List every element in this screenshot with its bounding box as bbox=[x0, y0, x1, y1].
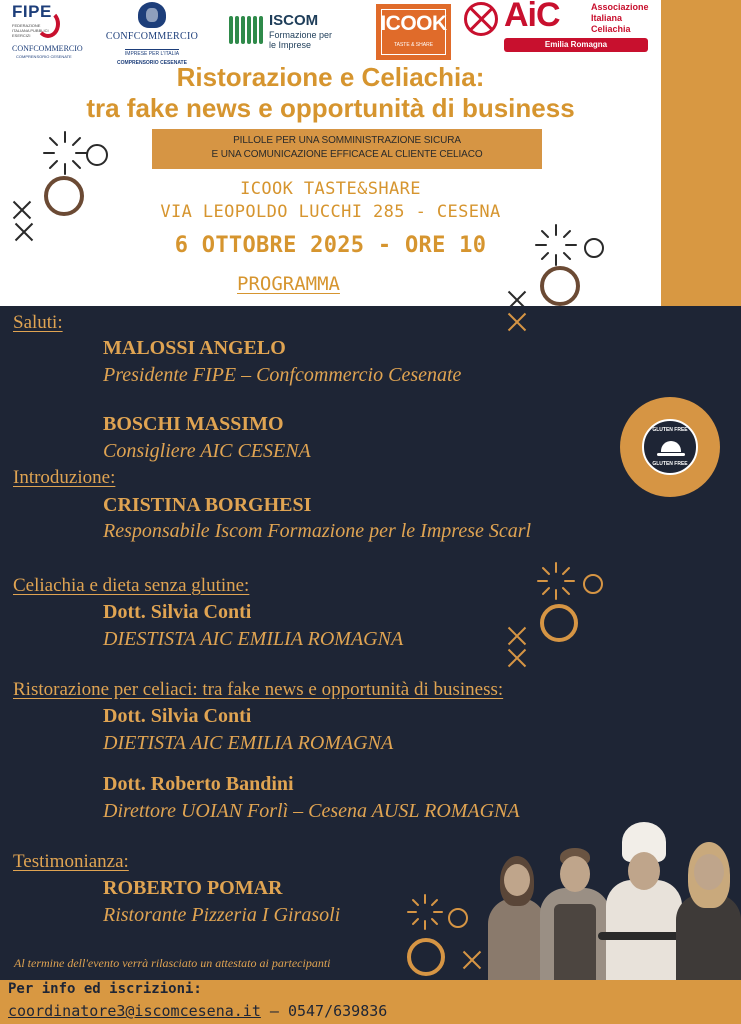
person-chef bbox=[606, 822, 682, 984]
venue-address: VIA LEOPOLDO LUCCHI 285 - CESENA bbox=[160, 202, 501, 222]
section-introduzione: Introduzione: bbox=[13, 467, 116, 488]
x-mark-icon bbox=[12, 200, 32, 220]
confcommercio-area: COMPRENSORIO CESENATE bbox=[117, 60, 187, 66]
speaker-name: BOSCHI MASSIMO bbox=[103, 413, 284, 435]
firework-burst-icon bbox=[535, 560, 577, 602]
speaker-role: DIESTISTA AIC EMILIA ROMAGNA bbox=[103, 628, 404, 650]
small-ring-icon bbox=[583, 574, 603, 594]
aic-crossed-wheat-icon bbox=[464, 2, 498, 36]
icook-subtitle: TASTE & SHARE bbox=[393, 42, 434, 48]
contact-email-link[interactable]: coordinatore3@iscomcesena.it bbox=[8, 1002, 261, 1020]
programma-heading: PROGRAMMA bbox=[237, 273, 340, 295]
x-mark-icon bbox=[507, 312, 527, 332]
fipe-logo-subtitle: FEDERAZIONE ITALIANA PUBBLICI ESERCIZI bbox=[12, 23, 49, 38]
iscom-logo bbox=[229, 12, 339, 54]
speaker-name: CRISTINA BORGHESI bbox=[103, 494, 312, 516]
badge-text-top: GLUTEN FREE bbox=[652, 427, 688, 433]
aic-full-name: Associazione Italiana Celiachia bbox=[591, 2, 649, 34]
small-ring-icon bbox=[584, 238, 604, 258]
icook-logo bbox=[376, 4, 451, 60]
cloche-icon bbox=[661, 441, 681, 452]
fipe-logo bbox=[12, 2, 82, 62]
event-title-line1: Ristorazione e Celiachia: bbox=[176, 62, 485, 92]
fipe-arc-icon bbox=[36, 10, 60, 38]
subtitle-line1: PILLOLE PER UNA SOMMINISTRAZIONE SICURA bbox=[233, 135, 461, 146]
speaker-name: Dott. Silvia Conti bbox=[103, 601, 252, 623]
restaurant-staff-photo bbox=[480, 822, 741, 984]
firework-burst-icon bbox=[40, 128, 90, 178]
iscom-bars-icon bbox=[229, 16, 263, 44]
x-mark-icon bbox=[507, 626, 527, 646]
speaker-role: Responsabile Iscom Formazione per le Imprese Scarl bbox=[103, 520, 532, 542]
badge-text-bottom: GLUTEN FREE bbox=[652, 461, 688, 467]
section-topic-ristorazione: Ristorazione per celiaci: tra fake news e opportunità di business: bbox=[13, 679, 504, 700]
section-topic-celiachia: Celiachia e dieta senza glutine: bbox=[13, 575, 250, 596]
aic-region: Emilia Romagna bbox=[504, 38, 648, 52]
subtitle-box bbox=[152, 129, 542, 169]
fipe-confcommercio-text: CONFCOMMERCIO bbox=[12, 44, 83, 53]
icook-name: ICOOK bbox=[380, 12, 447, 35]
speaker-role: Ristorante Pizzeria I Girasoli bbox=[103, 904, 341, 926]
event-date: 6 OTTOBRE 2025 - ORE 10 bbox=[174, 233, 487, 258]
big-ring-icon bbox=[540, 604, 578, 642]
contact-line bbox=[8, 1002, 387, 1020]
confcommercio-emblem-icon bbox=[138, 2, 166, 28]
speaker-name: Dott. Silvia Conti bbox=[103, 705, 252, 727]
person-woman-right bbox=[676, 842, 741, 984]
fipe-logo-text: FIPE bbox=[12, 2, 52, 21]
footer-contact-bar bbox=[0, 980, 741, 1024]
section-saluti: Saluti: bbox=[13, 312, 63, 333]
contact-label: Per info ed iscrizioni: bbox=[8, 981, 202, 997]
header-section bbox=[0, 0, 741, 306]
speaker-role: Direttore UOIAN Forlì – Cesena AUSL ROMAGNA bbox=[103, 800, 520, 822]
firework-burst-icon bbox=[533, 222, 579, 268]
confcommercio-tagline: IMPRESE PER L'ITALIA bbox=[124, 51, 180, 57]
contact-phone: 0547/639836 bbox=[287, 1002, 388, 1020]
confcommercio-name: CONFCOMMERCIO bbox=[105, 31, 199, 42]
aic-name: AiC bbox=[504, 0, 560, 34]
small-ring-icon bbox=[448, 908, 468, 928]
aic-logo bbox=[462, 0, 654, 56]
iscom-name: ISCOM bbox=[269, 12, 319, 29]
big-ring-icon bbox=[540, 266, 580, 306]
contact-separator: – bbox=[260, 1002, 288, 1020]
logo-bar bbox=[0, 0, 741, 64]
plate-icon bbox=[657, 453, 685, 456]
subtitle-line2: E UNA COMUNICAZIONE EFFICACE AL CLIENTE CELIACO bbox=[211, 149, 483, 160]
section-testimonianza: Testimonianza: bbox=[13, 851, 129, 872]
fipe-area-text: COMPRENSORIO CESENATE bbox=[16, 54, 72, 59]
confcommercio-logo bbox=[100, 2, 204, 66]
x-mark-icon bbox=[462, 950, 482, 970]
person-man-apron bbox=[540, 848, 610, 984]
speaker-name: Dott. Roberto Bandini bbox=[103, 773, 294, 795]
gluten-free-badge bbox=[620, 397, 720, 497]
speaker-role: Consigliere AIC CESENA bbox=[103, 440, 311, 462]
event-title-line2: tra fake news e opportunità di business bbox=[86, 93, 575, 123]
speaker-name: ROBERTO POMAR bbox=[103, 877, 283, 899]
speaker-role: DIETISTA AIC EMILIA ROMAGNA bbox=[103, 732, 394, 754]
speaker-role: Presidente FIPE – Confcommercio Cesenate bbox=[103, 364, 462, 386]
small-ring-icon bbox=[86, 144, 108, 166]
big-ring-icon bbox=[44, 176, 84, 216]
person-woman-left bbox=[488, 856, 546, 984]
speaker-name: MALOSSI ANGELO bbox=[103, 337, 286, 359]
x-mark-icon bbox=[507, 648, 527, 668]
big-ring-icon bbox=[407, 938, 445, 976]
attestato-note: Al termine dell'evento verrà rilasciato un attestato ai partecipanti bbox=[14, 956, 331, 970]
firework-burst-icon bbox=[405, 892, 445, 932]
x-mark-icon bbox=[14, 222, 34, 242]
venue-name: ICOOK TASTE&SHARE bbox=[240, 179, 421, 199]
iscom-subtitle: Formazione per le Imprese bbox=[269, 30, 333, 50]
